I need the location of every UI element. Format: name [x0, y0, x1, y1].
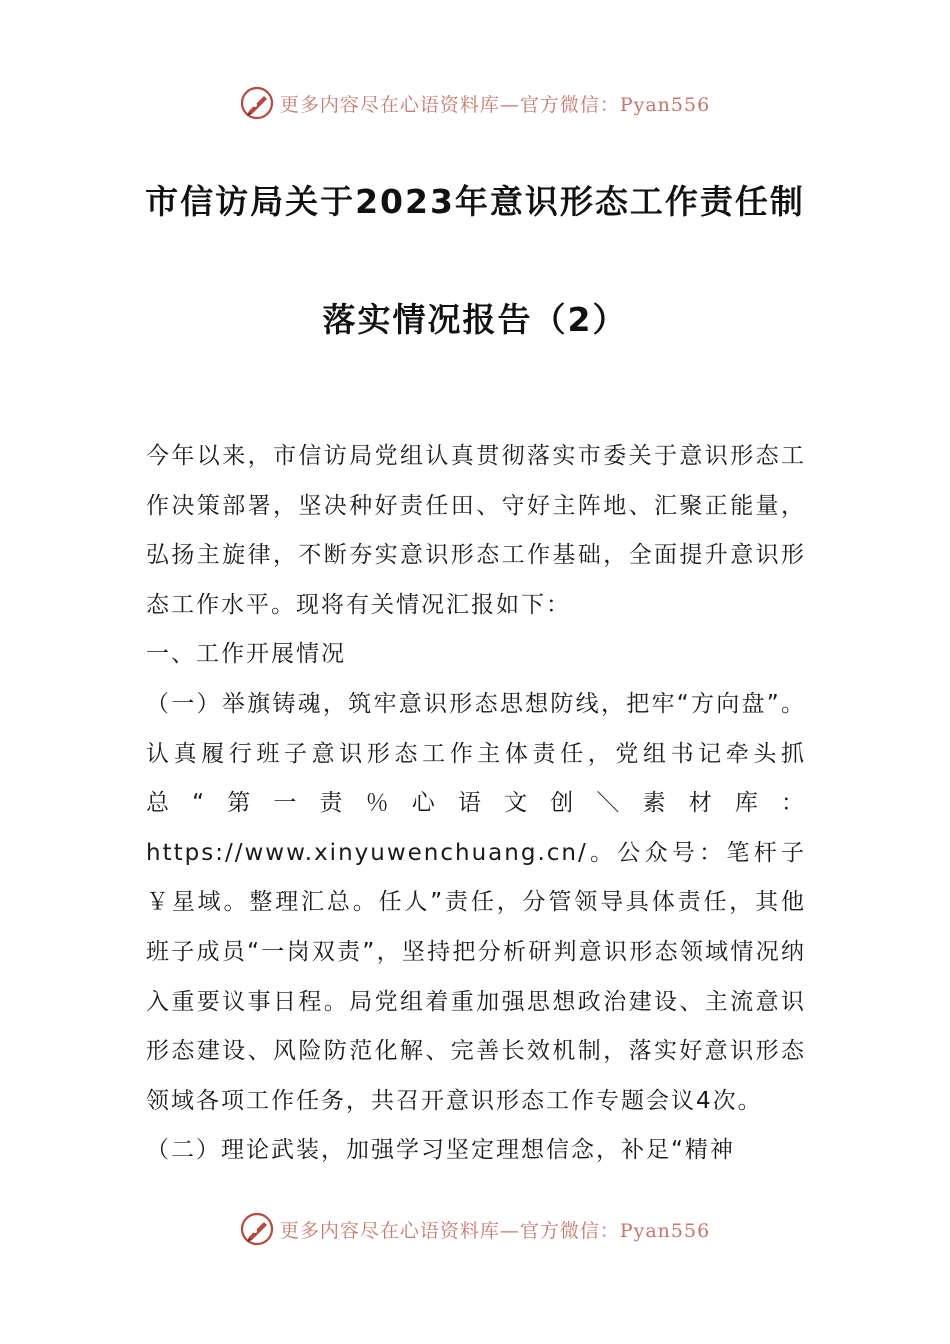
paragraph-section-1-2: （二）理论武装，加强学习坚定理想信念，补足“精神: [146, 1137, 735, 1164]
logo-pen-icon: [240, 1212, 274, 1246]
document-title-line-1: 市信访局关于2023年意识形态工作责任制: [145, 182, 805, 221]
footer-watermark: [0, 1212, 950, 1246]
logo-pen-icon: [240, 86, 274, 120]
section-heading-1: 一、工作开展情况: [146, 641, 346, 668]
watermark-text: 更多内容尽在心语资料库—官方微信：Pyan556: [279, 1219, 711, 1242]
paragraph-intro: 今年以来，市信访局党组认真贯彻落实市委关于意识形态工作决策部署，坚决种好责任田、守好主阵地、汇聚正能量，弘扬主旋律，不断夯实意识形态工作基础，全面提升意识形态工作水平。现将有关情况汇报如下：: [146, 443, 806, 618]
watermark-text: 更多内容尽在心语资料库—官方微信：Pyan556: [279, 93, 711, 116]
document-title-line-2: 落实情况报告（2）: [322, 300, 628, 339]
document-body: [146, 432, 806, 1176]
paragraph-section-1-1: （一）举旗铸魂，筑牢意识形态思想防线，把牢“方向盘”。认真履行班子意识形态工作主体责任，党组书记牵头抓总“第一责％心语文创＼素材库：https://www.xinyuwenchuang.cn/。公众号：笔杆子￥星域。整理汇总。任人”责任，分管领导具体责任，其他班子成员“一岗双责”，坚持把分析研判意识形态领域情况纳入重要议事日程。局党组着重加强思想政治建设、主流意识形态建设、风险防范化解、完善长效机制，落实好意识形态领域各项工作任务，共召开意识形态工作专题会议4次。: [146, 690, 806, 1114]
header-watermark: [0, 86, 950, 120]
